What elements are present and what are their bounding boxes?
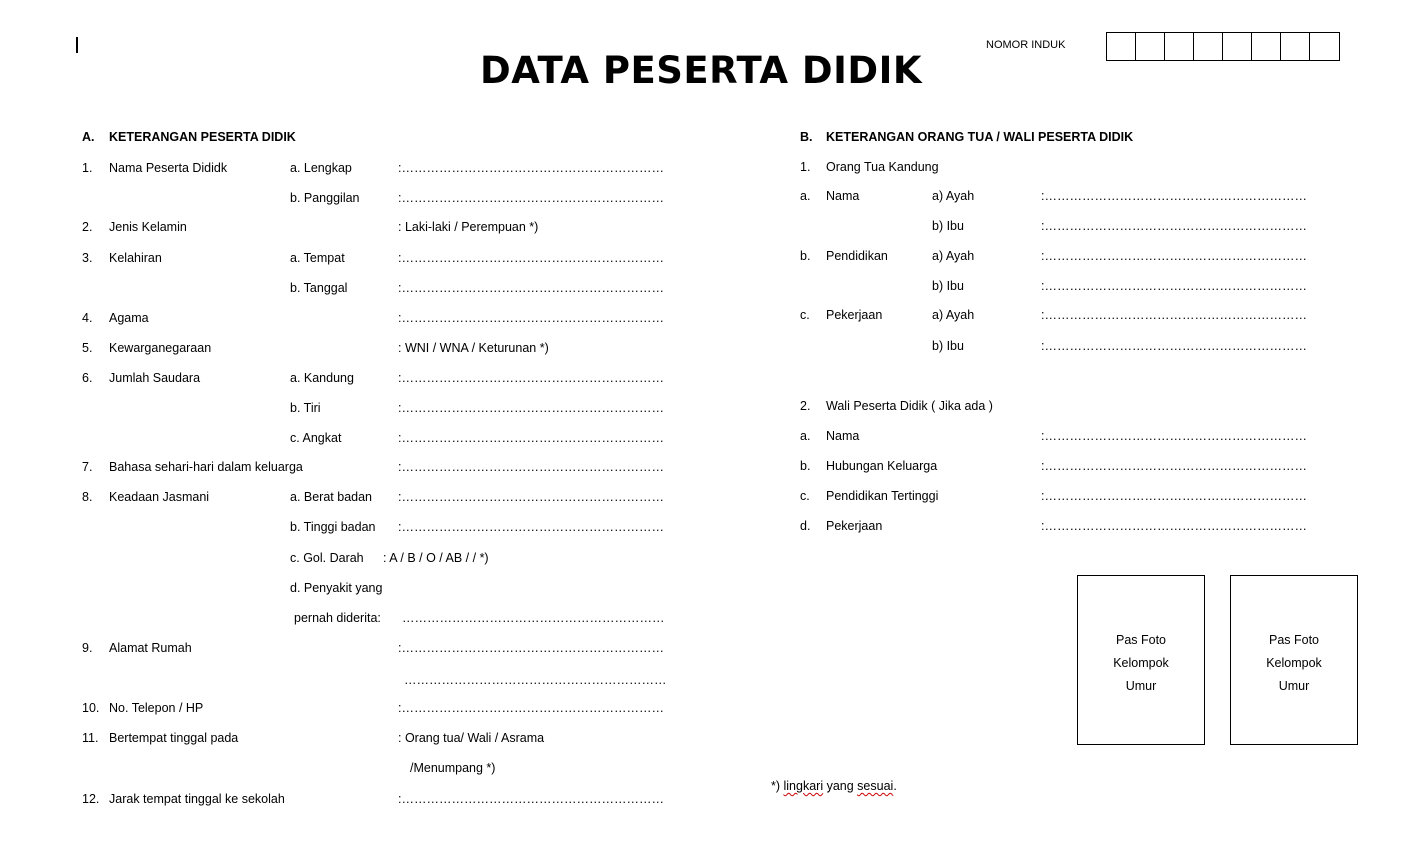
alamat-field-1[interactable]: :………………………………………………………: [398, 641, 664, 655]
wali-hubungan-field[interactable]: :………………………………………………………: [1041, 459, 1307, 473]
kewarganegaraan-options[interactable]: : WNI / WNA / Keturunan *): [398, 341, 549, 355]
gol-darah-label: c. Gol. Darah: [290, 551, 364, 565]
nama-label: Nama Peserta Dididk: [109, 161, 228, 175]
row-letter: b.: [800, 249, 811, 263]
photo-caption-line: Umur: [1278, 679, 1310, 693]
ayah-label: a) Ayah: [932, 249, 975, 263]
jumlah-saudara-label: Jumlah Saudara: [109, 371, 201, 385]
wali-pekerjaan-field[interactable]: :………………………………………………………: [1041, 519, 1307, 533]
ayah-label: a) Ayah: [932, 189, 975, 203]
jenis-kelamin-label: Jenis Kelamin: [109, 220, 187, 234]
kewarganegaraan-label: Kewarganegaraan: [109, 341, 212, 355]
photo-box: [1077, 575, 1205, 745]
item-number: 2.: [82, 220, 93, 234]
nomor-induk-cell[interactable]: [1107, 33, 1136, 60]
nomor-induk-cell[interactable]: [1165, 33, 1194, 60]
ibu-label: b) Ibu: [932, 219, 964, 233]
item-number: 9.: [82, 641, 93, 655]
section-a-letter: A.: [82, 130, 95, 144]
row-letter: b.: [800, 459, 811, 473]
nama-panggilan-field[interactable]: :………………………………………………………: [398, 191, 664, 205]
item-number: 1.: [800, 160, 811, 174]
page-title: DATA PESERTA DIDIK: [480, 49, 923, 92]
kandung-label: a. Kandung: [290, 371, 354, 385]
photo-caption-line: Pas Foto: [1115, 633, 1167, 647]
tinggi-badan-label: b. Tinggi badan: [290, 520, 376, 534]
wali-nama-label: Nama: [826, 429, 860, 443]
pekerjaan-ayah-field[interactable]: :………………………………………………………: [1041, 308, 1307, 322]
nama-lengkap-label: a. Lengkap: [290, 161, 352, 175]
jenis-kelamin-options[interactable]: : Laki-laki / Perempuan *): [398, 220, 539, 234]
item-number: 6.: [82, 371, 93, 385]
berat-badan-label: a. Berat badan: [290, 490, 373, 504]
footnote-prefix: *): [771, 779, 784, 793]
nama-lengkap-field[interactable]: :………………………………………………………: [398, 161, 664, 175]
ortu-pekerjaan-label: Pekerjaan: [826, 308, 883, 322]
row-letter: d.: [800, 519, 811, 533]
bahasa-field[interactable]: :………………………………………………………: [398, 460, 664, 474]
ibu-label: b) Ibu: [932, 339, 964, 353]
item-number: 2.: [800, 399, 811, 413]
item-number: 1.: [82, 161, 93, 175]
nomor-induk-label: NOMOR INDUK: [986, 39, 1066, 51]
penyakit-label-1: d. Penyakit yang: [290, 581, 383, 595]
ortu-kandung-label: Orang Tua Kandung: [826, 160, 939, 174]
penyakit-field[interactable]: ………………………………………………………: [402, 611, 665, 625]
row-letter: c.: [800, 489, 810, 503]
tanggal-field[interactable]: :………………………………………………………: [398, 281, 664, 295]
tempat-tinggal-options-1[interactable]: : Orang tua/ Wali / Asrama: [398, 731, 545, 745]
jarak-label: Jarak tempat tinggal ke sekolah: [109, 792, 285, 806]
nomor-induk-cell[interactable]: [1310, 33, 1339, 60]
jarak-field[interactable]: :………………………………………………………: [398, 792, 664, 806]
tempat-tinggal-options-2[interactable]: /Menumpang *): [410, 761, 496, 775]
wali-pendidikan-label: Pendidikan Tertinggi: [826, 489, 939, 503]
pendidikan-ibu-field[interactable]: :………………………………………………………: [1041, 279, 1307, 293]
alamat-field-2[interactable]: ………………………………………………………: [404, 673, 667, 687]
item-number: 8.: [82, 490, 93, 504]
item-number: 3.: [82, 251, 93, 265]
section-b-heading: KETERANGAN ORANG TUA / WALI PESERTA DIDIK: [826, 130, 1134, 144]
photo-caption-line: Kelompok: [1266, 656, 1322, 670]
tanggal-label: b. Tanggal: [290, 281, 348, 295]
wali-hubungan-label: Hubungan Keluarga: [826, 459, 938, 473]
telepon-label: No. Telepon / HP: [109, 701, 204, 715]
alamat-label: Alamat Rumah: [109, 641, 192, 655]
nama-panggilan-label: b. Panggilan: [290, 191, 360, 205]
agama-field[interactable]: :………………………………………………………: [398, 311, 664, 325]
ortu-pendidikan-label: Pendidikan: [826, 249, 888, 263]
tinggi-badan-field[interactable]: :………………………………………………………: [398, 520, 664, 534]
angkat-field[interactable]: :………………………………………………………: [398, 431, 664, 445]
footnote-word: lingkari: [783, 779, 824, 793]
penyakit-label-2: pernah diderita:: [294, 611, 381, 625]
row-letter: c.: [800, 308, 810, 322]
tempat-field[interactable]: :………………………………………………………: [398, 251, 664, 265]
photo-caption-line: Pas Foto: [1268, 633, 1320, 647]
ayah-label: a) Ayah: [932, 308, 975, 322]
section-b-letter: B.: [800, 130, 813, 144]
photo-caption-line: Umur: [1125, 679, 1157, 693]
photo-caption: [1231, 629, 1357, 698]
item-number: 4.: [82, 311, 93, 325]
row-letter: a.: [800, 429, 811, 443]
bahasa-label: Bahasa sehari-hari dalam keluarga: [109, 460, 303, 474]
tempat-tinggal-label: Bertempat tinggal pada: [109, 731, 239, 745]
nomor-induk-cell[interactable]: [1252, 33, 1281, 60]
pekerjaan-ibu-field[interactable]: :………………………………………………………: [1041, 339, 1307, 353]
item-number: 10.: [82, 701, 100, 715]
item-number: 12.: [82, 792, 100, 806]
ortu-nama-label: Nama: [826, 189, 860, 203]
tiri-field[interactable]: :………………………………………………………: [398, 401, 664, 415]
kelahiran-label: Kelahiran: [109, 251, 162, 265]
nomor-induk-cell[interactable]: [1281, 33, 1310, 60]
nomor-induk-cell[interactable]: [1223, 33, 1252, 60]
agama-label: Agama: [109, 311, 149, 325]
item-number: 7.: [82, 460, 93, 474]
footnote-word: sesuai: [857, 779, 894, 793]
wali-label: Wali Peserta Didik ( Jika ada ): [826, 399, 993, 413]
footnote-suffix: .: [893, 779, 897, 793]
ibu-label: b) Ibu: [932, 279, 964, 293]
nomor-induk-cell[interactable]: [1194, 33, 1223, 60]
pendidikan-ayah-field[interactable]: :………………………………………………………: [1041, 249, 1307, 263]
footnote-middle: yang: [823, 779, 858, 793]
photo-box: [1230, 575, 1358, 745]
photo-caption: [1078, 629, 1204, 698]
text-cursor: [76, 37, 78, 53]
nomor-induk-boxes[interactable]: [1106, 32, 1340, 61]
footnote: [771, 779, 897, 793]
nomor-induk-cell[interactable]: [1136, 33, 1165, 60]
photo-caption-line: Kelompok: [1113, 656, 1169, 670]
wali-pendidikan-field[interactable]: :………………………………………………………: [1041, 489, 1307, 503]
gol-darah-options[interactable]: : A / B / O / AB / / *): [383, 551, 489, 565]
row-letter: a.: [800, 189, 811, 203]
tiri-label: b. Tiri: [290, 401, 321, 415]
wali-nama-field[interactable]: :………………………………………………………: [1041, 429, 1307, 443]
nama-ayah-field[interactable]: :………………………………………………………: [1041, 189, 1307, 203]
tempat-label: a. Tempat: [290, 251, 345, 265]
berat-badan-field[interactable]: :………………………………………………………: [398, 490, 664, 504]
jasmani-label: Keadaan Jasmani: [109, 490, 210, 504]
nama-ibu-field[interactable]: :………………………………………………………: [1041, 219, 1307, 233]
item-number: 5.: [82, 341, 93, 355]
item-number: 11.: [82, 731, 99, 745]
telepon-field[interactable]: :………………………………………………………: [398, 701, 664, 715]
section-a-heading: KETERANGAN PESERTA DIDIK: [109, 130, 296, 144]
kandung-field[interactable]: :………………………………………………………: [398, 371, 664, 385]
angkat-label: c. Angkat: [290, 431, 342, 445]
wali-pekerjaan-label: Pekerjaan: [826, 519, 883, 533]
